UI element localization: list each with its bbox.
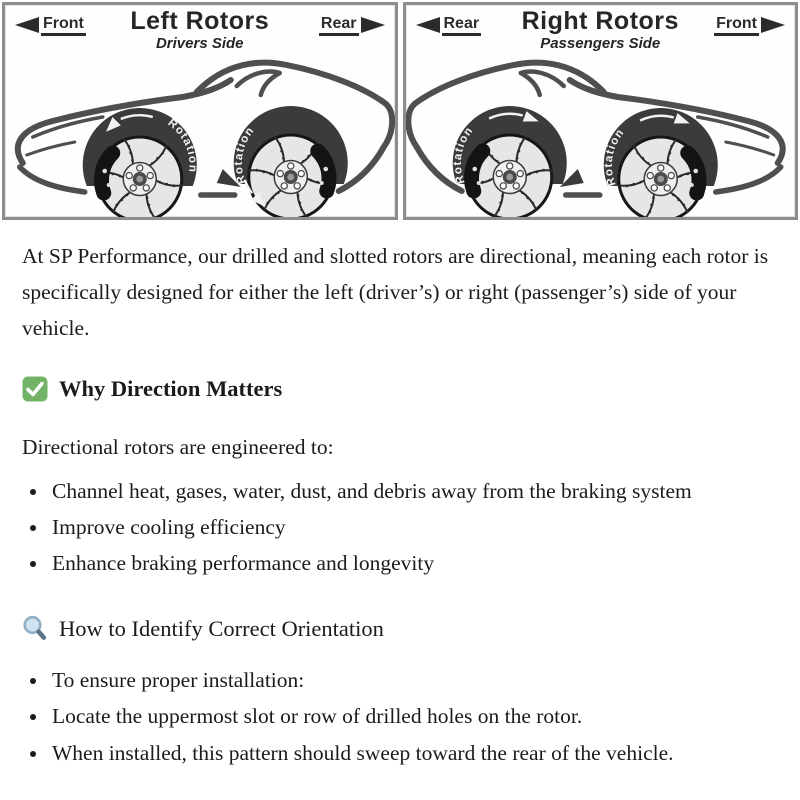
rotation-label: Rotation bbox=[451, 124, 476, 186]
list-item: • Improve cooling efficiency bbox=[49, 509, 762, 545]
rotor-direction-diagram bbox=[0, 0, 800, 220]
right-rotors-panel bbox=[403, 2, 799, 220]
panel-title: Left Rotors bbox=[130, 7, 270, 35]
rotation-label: Rotation bbox=[232, 124, 257, 186]
panel-subtitle: Drivers Side bbox=[155, 35, 244, 53]
arrow-right-icon bbox=[361, 17, 385, 33]
direction-text: Front bbox=[714, 15, 759, 36]
list-item: • Locate the uppermost slot or row of drilled holes on the rotor. bbox=[49, 698, 762, 734]
direction-text: Rear bbox=[319, 15, 359, 36]
intro-paragraph: At SP Performance, our drilled and slotted rotors are directional, meaning each rotor is specifically designed for either the left (driver’s) or right (passenger’s) side of your vehicle. bbox=[22, 244, 769, 341]
left-rotors-panel bbox=[2, 2, 398, 220]
rotation-label: Rotation bbox=[602, 126, 627, 188]
lead-text: Directional rotors are engineered to: bbox=[22, 435, 334, 460]
orientation-list bbox=[22, 662, 762, 770]
rear-direction-label bbox=[319, 15, 385, 36]
list-item: • Enhance braking performance and longevity bbox=[49, 545, 762, 581]
panel-subtitle: Passengers Side bbox=[540, 35, 661, 53]
direction-text: Front bbox=[41, 15, 86, 36]
panel-title: Right Rotors bbox=[521, 7, 679, 35]
section-heading-why-direction-matters bbox=[22, 370, 778, 408]
heading-text: Why Direction Matters bbox=[59, 376, 283, 402]
heading-text: How to Identify Correct Orientation bbox=[59, 615, 384, 641]
rotation-label: Rotation bbox=[165, 116, 199, 174]
magnifying-glass-icon bbox=[22, 615, 48, 642]
list-item: • To ensure proper installation: bbox=[49, 662, 762, 698]
arrow-right-icon bbox=[761, 17, 785, 33]
section-heading-identify-orientation bbox=[22, 610, 778, 648]
benefits-list bbox=[22, 473, 762, 581]
front-direction-label bbox=[714, 15, 785, 36]
list-item: • When installed, this pattern should sweep toward the rear of the vehicle. bbox=[49, 735, 762, 771]
article-content bbox=[0, 220, 800, 795]
direction-text: Rear bbox=[442, 15, 482, 36]
check-mark-icon bbox=[22, 376, 48, 402]
list-item: • Channel heat, gases, water, dust, and debris away from the braking system bbox=[49, 473, 762, 509]
